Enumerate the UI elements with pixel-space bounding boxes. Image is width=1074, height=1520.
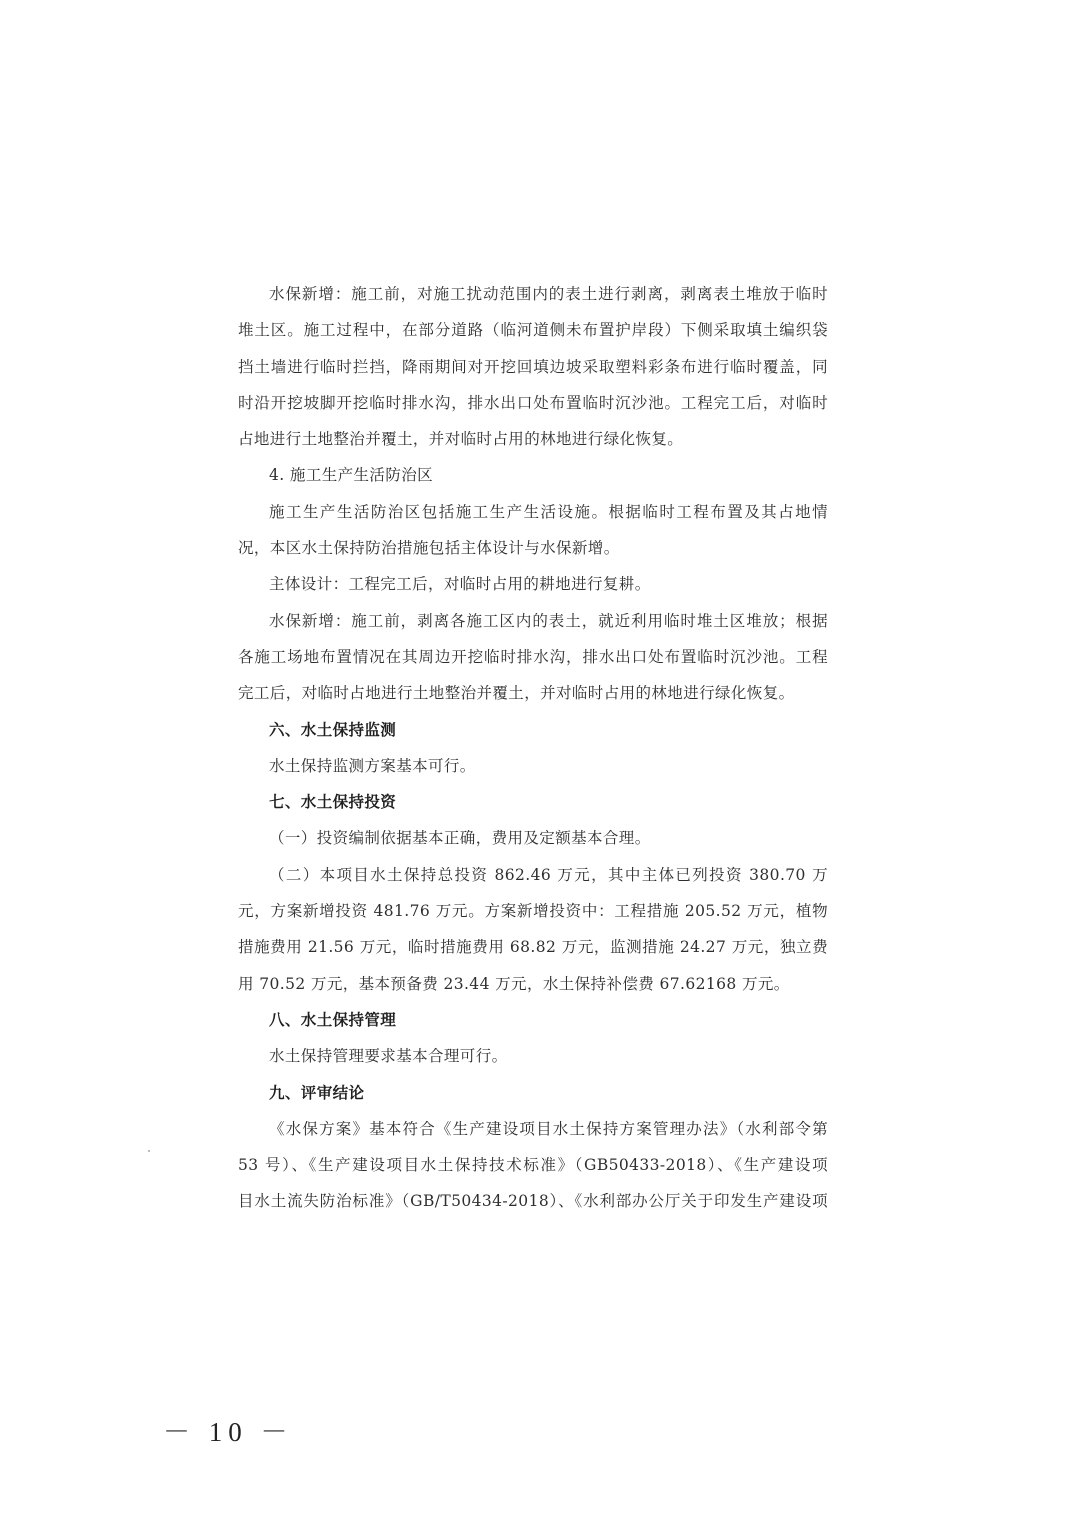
paragraph-line: 施工生产生活防治区包括施工生产生活设施。根据临时工程布置及其占地情 (269, 502, 828, 521)
paragraph-line: 时沿开挖坡脚开挖临时排水沟，排水出口处布置临时沉沙池。工程完工后，对临时 (238, 393, 828, 412)
paragraph-line: （二）本项目水土保持总投资 862.46 万元，其中主体已列投资 380.70 万 (269, 865, 828, 884)
paragraph-line: 水保新增：施工前，对施工扰动范围内的表土进行剥离，剥离表土堆放于临时 (269, 285, 828, 303)
paragraph-line: 水土保持管理要求基本合理可行。 (269, 1047, 508, 1066)
paragraph-line: 完工后，对临时占地进行土地整治并覆土，并对临时占用的林地进行绿化恢复。 (238, 684, 795, 703)
body-text (238, 276, 828, 1220)
section-heading-7: 七、水土保持投资 (269, 793, 397, 812)
paragraph-line: 主体设计：工程完工后，对临时占用的耕地进行复耕。 (269, 575, 651, 594)
paragraph-line: 占地进行土地整治并覆土，并对临时占用的林地进行绿化恢复。 (238, 430, 684, 449)
paragraph-line: 挡土墙进行临时拦挡，降雨期间对开挖回填边坡采取塑料彩条布进行临时覆盖，同 (238, 357, 828, 376)
paragraph-line: 《水保方案》基本符合《生产建设项目水土保持方案管理办法》（水利部令第 (269, 1119, 828, 1138)
paragraph-line: 元，方案新增投资 481.76 万元。方案新增投资中：工程措施 205.52 万元，植物 (238, 902, 828, 921)
scan-speck (148, 1150, 150, 1152)
paragraph-line: 措施费用 21.56 万元，临时措施费用 68.82 万元，监测措施 24.27 万元，独立费 (238, 938, 828, 957)
section-heading-6: 六、水土保持监测 (269, 720, 397, 739)
paragraph-line: （一）投资编制依据基本正确，费用及定额基本合理。 (269, 829, 651, 848)
paragraph-line: 况，本区水土保持防治措施包括主体设计与水保新增。 (238, 539, 620, 558)
section-heading-4: 4. 施工生产生活防治区 (269, 466, 434, 485)
page-number: － 10 － (163, 1417, 294, 1447)
paragraph-line: 53 号）、《生产建设项目水土保持技术标准》（GB50433-2018）、《生产建设项 (238, 1156, 828, 1175)
paragraph-line: 目水土流失防治标准》（GB/T50434-2018）、《水利部办公厅关于印发生产建设项 (238, 1192, 828, 1211)
paragraph-line: 水土保持监测方案基本可行。 (269, 756, 476, 775)
paragraph-line: 各施工场地布置情况在其周边开挖临时排水沟，排水出口处布置临时沉沙池。工程 (238, 647, 828, 666)
paragraph-line: 堆土区。施工过程中，在部分道路（临河道侧未布置护岸段）下侧采取填土编织袋 (238, 321, 828, 340)
section-heading-9: 九、评审结论 (269, 1083, 365, 1102)
paragraph-line: 水保新增：施工前，剥离各施工区内的表土，就近利用临时堆土区堆放；根据 (269, 611, 828, 630)
section-heading-8: 八、水土保持管理 (269, 1010, 397, 1029)
paragraph-line: 用 70.52 万元，基本预备费 23.44 万元，水土保持补偿费 67.62168 万元。 (238, 974, 790, 993)
